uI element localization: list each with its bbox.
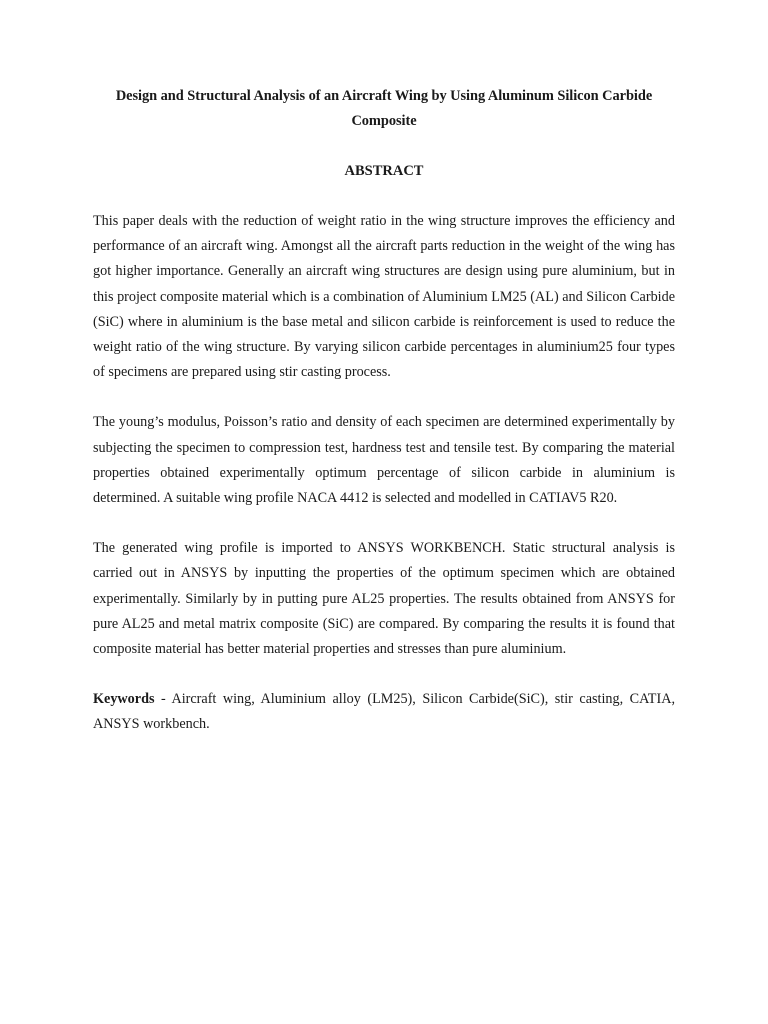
abstract-heading: ABSTRACT bbox=[344, 163, 424, 179]
keywords-paragraph bbox=[93, 687, 675, 737]
paper-title-line-1: Design and Structural Analysis of an Aircraft Wing by Using Aluminum Silicon Carbide bbox=[115, 88, 653, 104]
keywords-label: Keywords bbox=[93, 691, 155, 708]
abstract-paragraph-1: This paper deals with the reduction of weight ratio in the wing structure improves the efficiency and performance of an aircraft wing. Amongst all the aircraft parts reduction in the weight of the wing has got higher importance. Generally an aircraft wing structures are design using pure aluminium, but in this project composite material which is a combination of Aluminium LM25 (AL) and Silicon Carbide (SiC) where in aluminium is the base metal and silicon carbide is reinforcement is used to reduce the weight ratio of the wing structure. By varying silicon carbide percentages in aluminium25 four types of specimens are prepared using stir casting process. bbox=[93, 213, 675, 381]
paper-title-line-2: Composite bbox=[351, 113, 417, 129]
keywords-text: - Aircraft wing, Aluminium alloy (LM25), Silicon Carbide(SiC), stir casting, CATIA, ANSYS workbench. bbox=[93, 691, 675, 733]
paper-title bbox=[93, 84, 675, 134]
abstract-paragraph-3: The generated wing profile is imported to ANSYS WORKBENCH. Static structural analysis is carried out in ANSYS by inputting the properties of the optimum specimen which are obtained experimentally. Similarly by in putting pure AL25 properties. The results obtained from ANSYS for pure AL25 and metal matrix composite (SiC) are compared. By comparing the results it is found that composite material has better material properties and stresses than pure aluminium. bbox=[93, 540, 675, 658]
abstract-paragraph-2: The young’s modulus, Poisson’s ratio and density of each specimen are determined experimentally by subjecting the specimen to compression test, hardness test and tensile test. By comparing the material properties obtained experimentally optimum percentage of silicon carbide in aluminium is determined. A suitable wing profile NACA 4412 is selected and modelled in CATIAV5 R20. bbox=[93, 414, 675, 507]
